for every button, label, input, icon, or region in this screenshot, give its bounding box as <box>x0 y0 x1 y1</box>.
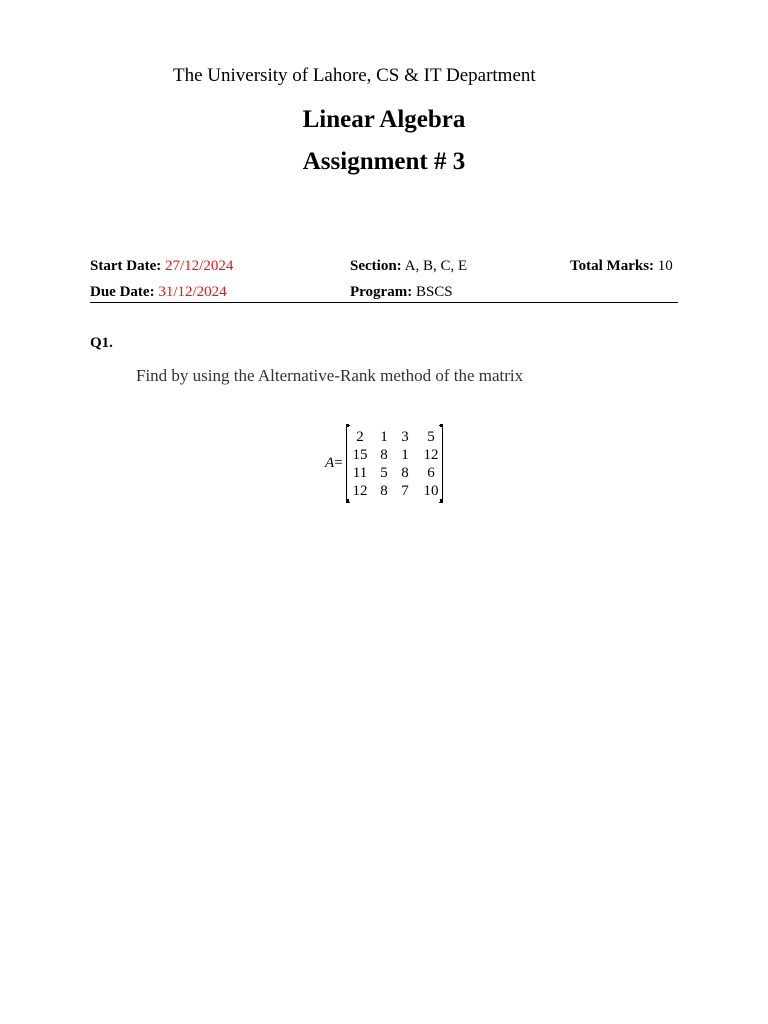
matrix-equals: = <box>334 455 343 471</box>
program-value: BSCS <box>415 284 453 300</box>
matrix-bracket-corner <box>440 424 443 427</box>
matrix-name <box>325 453 343 473</box>
section-field <box>350 256 467 276</box>
matrix-cell: 7 <box>401 483 409 499</box>
matrix-cell: 2 <box>356 429 364 445</box>
total-marks-label: Total Marks: <box>570 258 655 274</box>
matrix-cell: 11 <box>352 465 368 481</box>
matrix-cell: 12 <box>423 447 439 463</box>
header-divider <box>90 302 678 303</box>
matrix-cell: 1 <box>401 447 409 463</box>
matrix-variable: A <box>325 455 335 471</box>
matrix-left-bracket <box>346 425 350 503</box>
start-date-field <box>90 256 233 276</box>
matrix-cell: 5 <box>380 465 388 481</box>
assignment-title: Assignment # 3 <box>302 148 466 175</box>
due-date-value: 31/12/2024 <box>158 284 227 300</box>
due-date-label: Due Date: <box>90 284 155 300</box>
matrix-cell: 8 <box>380 483 388 499</box>
course-title: Linear Algebra <box>302 106 466 133</box>
matrix-cell: 12 <box>352 483 368 499</box>
matrix-cell: 8 <box>380 447 388 463</box>
start-date-label: Start Date: <box>90 258 162 274</box>
program-field <box>350 282 453 302</box>
total-marks-field <box>570 256 673 276</box>
matrix-cell: 5 <box>427 429 435 445</box>
section-label: Section: <box>350 258 402 274</box>
matrix-cell: 1 <box>380 429 388 445</box>
university-header: The University of Lahore, CS & IT Department <box>173 65 536 86</box>
question-label: Q1. <box>90 335 113 351</box>
question-text: Find by using the Alternative-Rank method of the matrix <box>136 366 524 385</box>
matrix-cell: 8 <box>401 465 409 481</box>
due-date-field <box>90 282 227 302</box>
section-value: A, B, C, E <box>404 258 468 274</box>
matrix-cell: 15 <box>352 447 368 463</box>
matrix-cell: 6 <box>427 465 435 481</box>
matrix-cell: 3 <box>401 429 409 445</box>
matrix-bracket-corner <box>346 499 349 502</box>
matrix-cell: 10 <box>423 483 439 499</box>
start-date-value: 27/12/2024 <box>164 258 234 274</box>
matrix-bracket-corner <box>346 424 349 427</box>
total-marks-value: 10 <box>657 258 673 274</box>
program-label: Program: <box>350 284 413 300</box>
